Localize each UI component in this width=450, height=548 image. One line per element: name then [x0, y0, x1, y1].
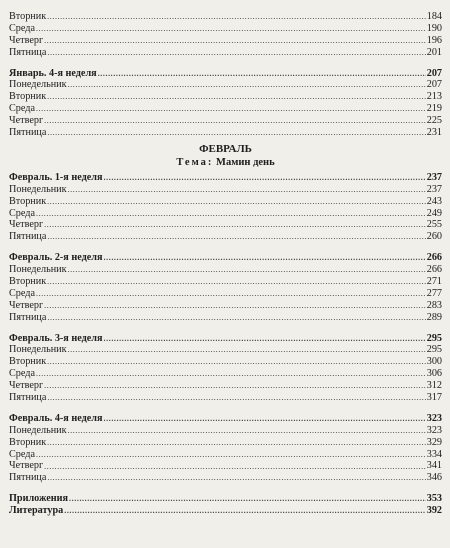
toc-entry: [9, 47, 442, 59]
toc-section: [9, 11, 442, 59]
toc-entry: [9, 23, 442, 35]
toc-leader-dots: [47, 91, 426, 103]
toc-entry: [9, 79, 442, 91]
toc-leader-dots: [44, 219, 426, 231]
toc-section: [9, 493, 442, 517]
toc-entry: [9, 425, 442, 437]
toc-entry: [9, 461, 442, 473]
toc-entry-label: Четверг: [9, 460, 44, 472]
toc-leader-dots: [44, 300, 426, 312]
toc-leader-dots: [47, 392, 425, 404]
toc-leader-dots: [47, 196, 426, 208]
toc-leader-dots: [36, 23, 426, 35]
toc-page-number: 266: [426, 264, 442, 276]
toc-entry: [9, 288, 442, 300]
section-gap: [9, 324, 442, 333]
toc-entry: [9, 312, 442, 324]
toc-entry: [9, 449, 442, 461]
toc-entry-label: Январь. 4-я неделя: [9, 67, 97, 79]
toc-leader-dots: [68, 184, 426, 196]
theme-line: [9, 156, 442, 169]
toc-entry-label: Вторник: [9, 10, 47, 22]
toc-heading-entry: [9, 505, 442, 517]
toc-entry-label: Понедельник: [9, 183, 67, 195]
toc-entry-label: Пятница: [9, 472, 47, 484]
toc-page-number: 353: [426, 493, 442, 505]
toc-entry-label: Среда: [9, 368, 35, 380]
toc-page-number: 249: [426, 207, 442, 219]
toc-page-number: 295: [426, 344, 442, 356]
toc-entry-label: Февраль. 2-я неделя: [9, 252, 103, 264]
toc-leader-dots: [36, 368, 426, 380]
toc-section: [9, 68, 442, 139]
toc-heading-entry: [9, 493, 442, 505]
toc-leader-dots: [98, 68, 426, 80]
toc-entry-label: Вторник: [9, 195, 47, 207]
toc-page-number: 213: [426, 91, 442, 103]
toc-entry-label: Среда: [9, 103, 35, 115]
section-gap: [9, 484, 442, 493]
toc-page-number: 255: [426, 219, 442, 231]
toc-entry: [9, 35, 442, 47]
toc-entry-label: Четверг: [9, 34, 44, 46]
toc-heading-entry: [9, 252, 442, 264]
toc-entry-label: Вторник: [9, 356, 47, 368]
section-gap: [9, 404, 442, 413]
toc-section: [9, 333, 442, 404]
toc-leader-dots: [44, 461, 426, 473]
toc-entry-label: Четверг: [9, 299, 44, 311]
toc-entry-label: Февраль. 3-я неделя: [9, 332, 103, 344]
toc-entry: [9, 184, 442, 196]
toc-leader-dots: [68, 425, 426, 437]
toc-entry-label: Четверг: [9, 219, 44, 231]
toc-heading-entry: [9, 172, 442, 184]
toc-page-number: 237: [426, 171, 442, 183]
toc-entry: [9, 219, 442, 231]
section-gap: [9, 243, 442, 252]
toc-page-number: 300: [426, 356, 442, 368]
toc-leader-dots: [104, 252, 426, 264]
toc-leader-dots: [104, 172, 426, 184]
toc-entry-label: Понедельник: [9, 424, 67, 436]
toc-entry: [9, 231, 442, 243]
toc-leader-dots: [44, 35, 426, 47]
toc-page-number: 346: [426, 472, 442, 484]
toc-page-number: 207: [426, 79, 442, 91]
toc-leader-dots: [36, 449, 426, 461]
toc-page-number: 329: [426, 436, 442, 448]
toc-entry-label: Февраль. 1-я неделя: [9, 171, 103, 183]
toc-heading-entry: [9, 68, 442, 80]
table-of-contents: [9, 11, 442, 517]
toc-entry: [9, 208, 442, 220]
toc-leader-dots: [47, 276, 426, 288]
toc-sections-before: [9, 11, 442, 139]
theme-prefix: Тема:: [176, 156, 214, 168]
toc-leader-dots: [47, 437, 426, 449]
toc-leader-dots: [47, 356, 426, 368]
toc-leader-dots: [104, 413, 426, 425]
theme-title: Мамин день: [216, 156, 275, 168]
toc-page-number: 341: [426, 460, 442, 472]
toc-section: [9, 413, 442, 484]
toc-entry-label: Пятница: [9, 231, 47, 243]
toc-entry-label: Вторник: [9, 276, 47, 288]
toc-leader-dots: [47, 11, 426, 23]
toc-section: [9, 252, 442, 323]
toc-leader-dots: [47, 47, 425, 59]
toc-page-number: 190: [426, 22, 442, 34]
toc-entry-label: Пятница: [9, 311, 47, 323]
toc-section: [9, 172, 442, 243]
toc-page-number: 323: [426, 412, 442, 424]
toc-entry: [9, 103, 442, 115]
toc-page-number: 392: [426, 505, 442, 517]
toc-page-number: 277: [426, 287, 442, 299]
section-gap: [9, 59, 442, 68]
toc-entry: [9, 380, 442, 392]
toc-entry-label: Четверг: [9, 115, 44, 127]
toc-entry-label: Пятница: [9, 127, 47, 138]
toc-page-number: 295: [426, 332, 442, 344]
toc-entry: [9, 392, 442, 404]
toc-leader-dots: [47, 312, 425, 324]
toc-leader-dots: [36, 208, 426, 220]
toc-entry-label: Среда: [9, 207, 35, 219]
toc-page-number: 317: [426, 392, 442, 404]
toc-entry: [9, 300, 442, 312]
month-heading: ФЕВРАЛЬ: [199, 142, 252, 155]
toc-entry-label: Вторник: [9, 91, 47, 103]
toc-entry: [9, 344, 442, 356]
toc-page-number: 184: [426, 10, 442, 22]
toc-page-number: 334: [426, 448, 442, 460]
toc-heading-entry: [9, 413, 442, 425]
toc-leader-dots: [36, 103, 426, 115]
toc-page-number: 260: [426, 231, 442, 243]
toc-page-number: 306: [426, 368, 442, 380]
toc-entry-label: Среда: [9, 448, 35, 460]
toc-page-number: 201: [426, 46, 442, 58]
toc-entry: [9, 368, 442, 380]
toc-entry-label: Литература: [9, 505, 64, 517]
toc-leader-dots: [68, 79, 426, 91]
toc-entry-label: Февраль. 4-я неделя: [9, 412, 103, 424]
toc-page-number: 312: [426, 380, 442, 392]
toc-entry-label: Вторник: [9, 436, 47, 448]
toc-heading-entry: [9, 333, 442, 345]
toc-page-number: 266: [426, 252, 442, 264]
toc-leader-dots: [47, 127, 425, 139]
toc-entry-label: Пятница: [9, 392, 47, 404]
toc-page-number: 231: [426, 127, 442, 138]
toc-entry: [9, 472, 442, 484]
toc-leader-dots: [64, 505, 426, 517]
toc-leader-dots: [47, 472, 425, 484]
toc-entry: [9, 127, 442, 139]
toc-entry: [9, 91, 442, 103]
toc-entry-label: Четверг: [9, 380, 44, 392]
toc-page-number: 243: [426, 195, 442, 207]
toc-entry: [9, 264, 442, 276]
toc-leader-dots: [104, 333, 426, 345]
toc-entry: [9, 11, 442, 23]
toc-entry-label: Пятница: [9, 46, 47, 58]
toc-leader-dots: [44, 115, 426, 127]
toc-entry-label: Среда: [9, 287, 35, 299]
toc-page-number: 289: [426, 311, 442, 323]
toc-sections-after: [9, 172, 442, 517]
toc-leader-dots: [68, 264, 426, 276]
toc-entry: [9, 115, 442, 127]
toc-page-number: 225: [426, 115, 442, 127]
toc-leader-dots: [36, 288, 426, 300]
toc-entry-label: Понедельник: [9, 264, 67, 276]
toc-entry: [9, 276, 442, 288]
toc-page-number: 219: [426, 103, 442, 115]
toc-page-number: 271: [426, 276, 442, 288]
toc-entry-label: Приложения: [9, 493, 69, 505]
toc-page-number: 237: [426, 183, 442, 195]
toc-page-number: 283: [426, 299, 442, 311]
toc-page-number: 196: [426, 34, 442, 46]
toc-entry-label: Понедельник: [9, 79, 67, 91]
toc-leader-dots: [68, 344, 426, 356]
toc-page-number: 207: [426, 67, 442, 79]
toc-leader-dots: [44, 380, 426, 392]
toc-leader-dots: [47, 231, 425, 243]
toc-page-number: 323: [426, 424, 442, 436]
toc-entry: [9, 356, 442, 368]
toc-leader-dots: [69, 493, 426, 505]
toc-entry: [9, 196, 442, 208]
toc-entry-label: Среда: [9, 22, 35, 34]
toc-entry: [9, 437, 442, 449]
toc-entry-label: Понедельник: [9, 344, 67, 356]
